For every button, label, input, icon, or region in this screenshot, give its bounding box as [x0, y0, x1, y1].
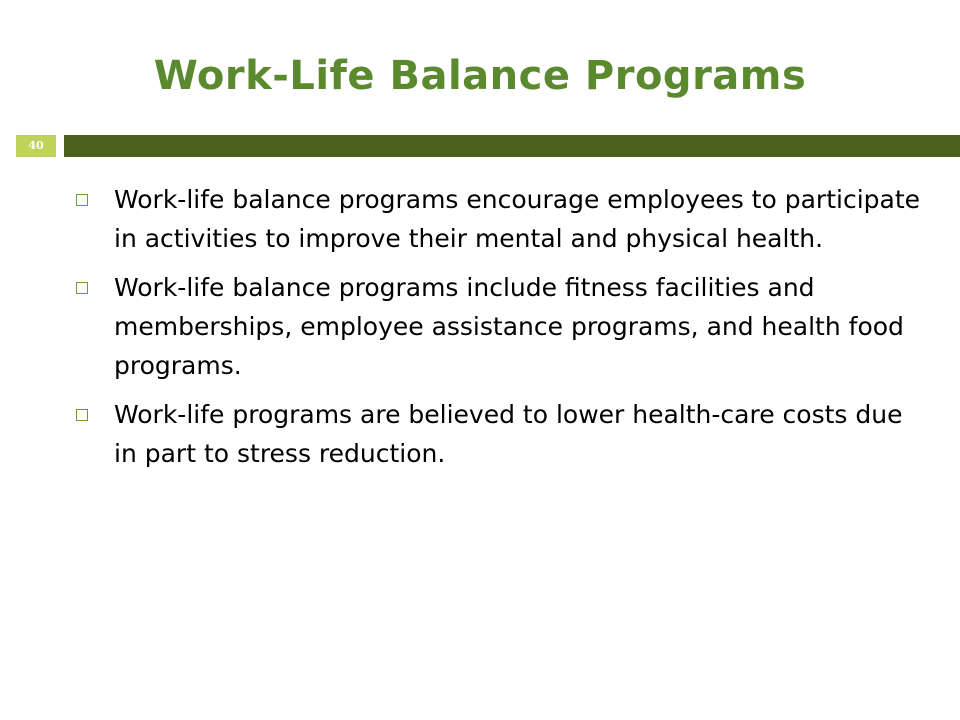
hollow-square-bullet-icon — [76, 282, 88, 294]
title-underline-bar — [64, 135, 960, 157]
hollow-square-bullet-icon — [76, 409, 88, 421]
hollow-square-bullet-icon — [76, 194, 88, 206]
bullet-text: Work-life balance programs encourage employees to participate in activities to improve their mental and physical health. — [114, 185, 921, 253]
slide-title: Work-Life Balance Programs — [153, 53, 807, 99]
bullet-item — [72, 180, 932, 258]
bullet-text: Work-life programs are believed to lower health-care costs due in part to stress reduction. — [114, 400, 903, 468]
bullet-item — [72, 395, 932, 473]
bullet-list — [72, 180, 932, 483]
bullet-item — [72, 268, 932, 385]
page-number: 40 — [28, 139, 44, 152]
page-number-badge — [16, 135, 56, 157]
bullet-text: Work-life balance programs include fitness facilities and memberships, employee assistance programs, and health food programs. — [114, 273, 904, 380]
